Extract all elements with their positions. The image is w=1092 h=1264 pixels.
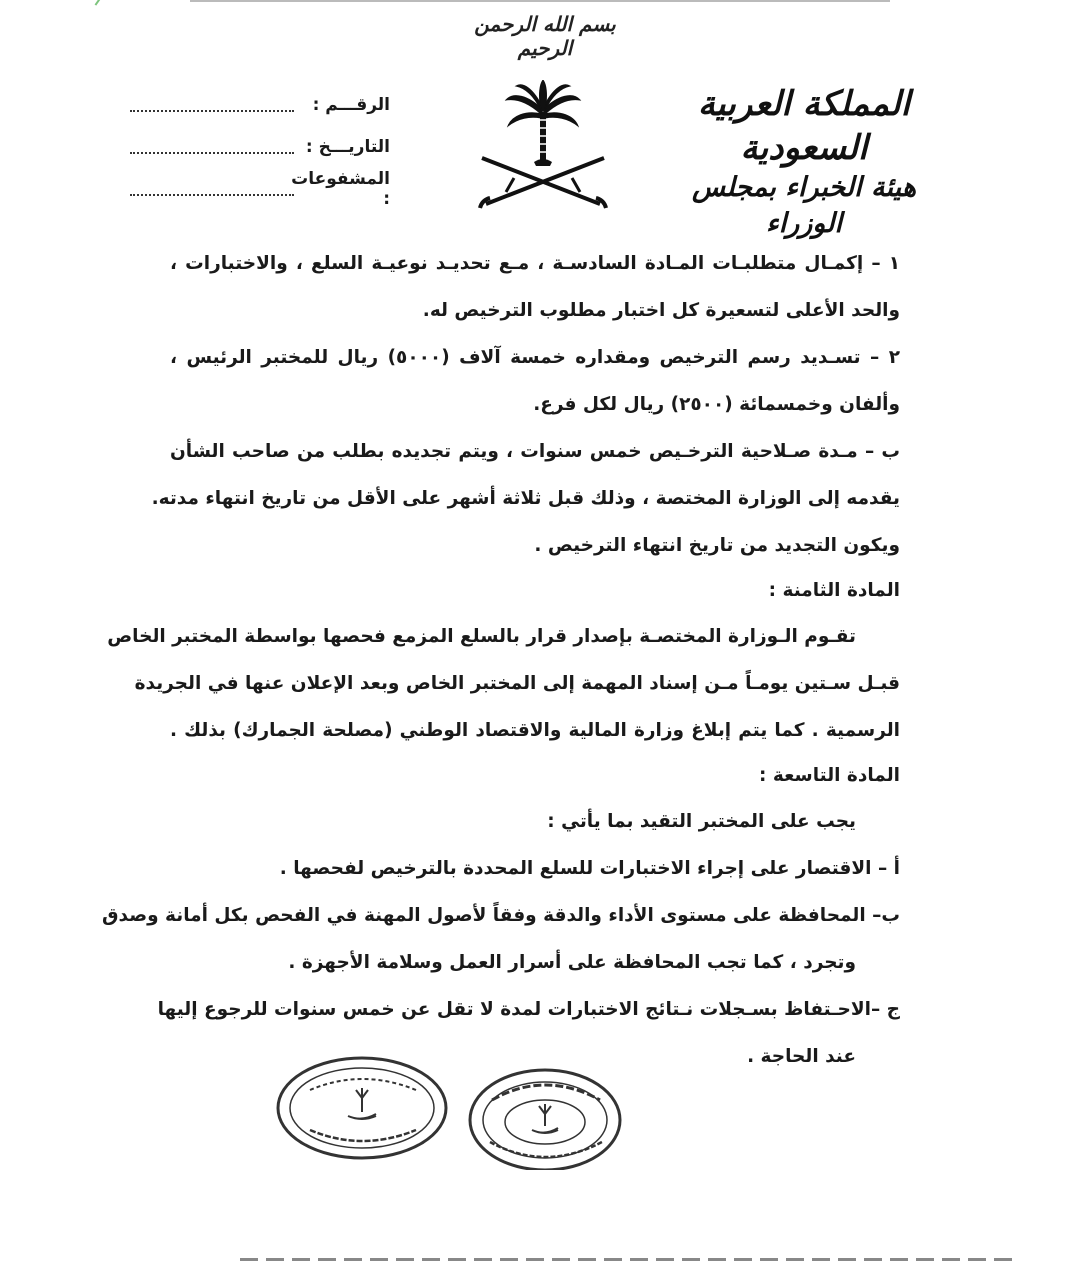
seal-icon [470,1070,620,1170]
body-line: وتجرد ، كما تجب المحافظة على أسرار العمل وسلامة الأجهزة . [288,952,856,973]
date-field [130,126,390,168]
saudi-emblem-icon [478,80,608,215]
body-line: ب – مـدة صـلاحية الترخـيص خمس سنوات ، ويتم تجديده بطلب من صاحب الشأن [170,441,900,462]
body-line: الرسمية . كما يتم إبلاغ وزارة المالية والاقتصاد الوطني (مصلحة الجمارك) بذلك . [170,720,900,741]
organization-name [654,82,954,242]
bottom-scan-edge [240,1258,1020,1261]
reference-fields [130,84,390,210]
number-field [130,84,390,126]
body-line: والحد الأعلى لتسعيرة كل اختبار مطلوب الترخيص له. [422,300,900,321]
body-line: يجب على المختبر التقيد بما يأتي : [547,811,856,832]
body-line: ويكون التجديد من تاريخ انتهاء الترخيص . [534,535,900,556]
attachments-dots [130,182,294,196]
body-line: يقدمه إلى الوزارة المختصة ، وذلك قبل ثلاثة أشهر على الأقل من تاريخ انتهاء مدته. [151,488,900,509]
body-line: قبـل سـتين يومـاً مـن إسناد المهمة إلى المختبر الخاص وبعد الإعلان عنها في الجريدة [134,673,900,694]
seal-icon [278,1058,446,1158]
org-line-2: هيئة الخبراء بمجلس الوزراء [691,172,917,239]
org-line-1: المملكة العربية السعودية [697,84,911,168]
number-label: الرقـــم : [312,95,390,115]
body-line: ١ – إكمـال متطلبـات المـادة السادسـة ، مـع تحديـد نوعيـة السلع ، والاختبارات ، [170,253,900,274]
corner-mark [95,0,114,14]
date-dots [130,140,294,154]
body-line: تقـوم الـوزارة المختصـة بإصدار قرار بالسلع المزمع فحصها بواسطة المختبر الخاص [107,626,856,647]
attachments-field [130,168,390,210]
body-line: عند الحاجة . [747,1046,856,1067]
top-scan-edge [190,0,890,2]
date-label: التاريـــخ : [305,137,390,157]
body-line: ب– المحافظة على مستوى الأداء والدقة وفقاً لأصول المهنة في الفحص بكل أمانة وصدق [102,905,900,926]
body-line: وألفان وخمسمائة (٢٥٠٠) ريال لكل فرع. [533,394,900,415]
body-line: ج –الاحـتفاظ بسـجلات نـتائج الاختبارات لمدة لا تقل عن خمس سنوات للرجوع إليها [157,999,900,1020]
official-stamps [270,1050,670,1170]
basmala: بسم الله الرحمن الرحيم [474,12,616,60]
attachments-label: المشفوعات : [291,169,390,209]
number-dots [130,98,294,112]
body-line: أ – الاقتصار على إجراء الاختبارات للسلع المحددة بالترخيص لفحصها . [279,858,900,879]
article-heading-9: المادة التاسعة : [759,765,900,786]
body-line: ٢ – تسـديد رسم الترخيص ومقداره خمسة آلاف (٥٠٠٠) ريال للمختبر الرئيس ، [170,347,900,368]
article-heading-8: المادة الثامنة : [768,580,900,601]
document-body [102,240,900,1080]
